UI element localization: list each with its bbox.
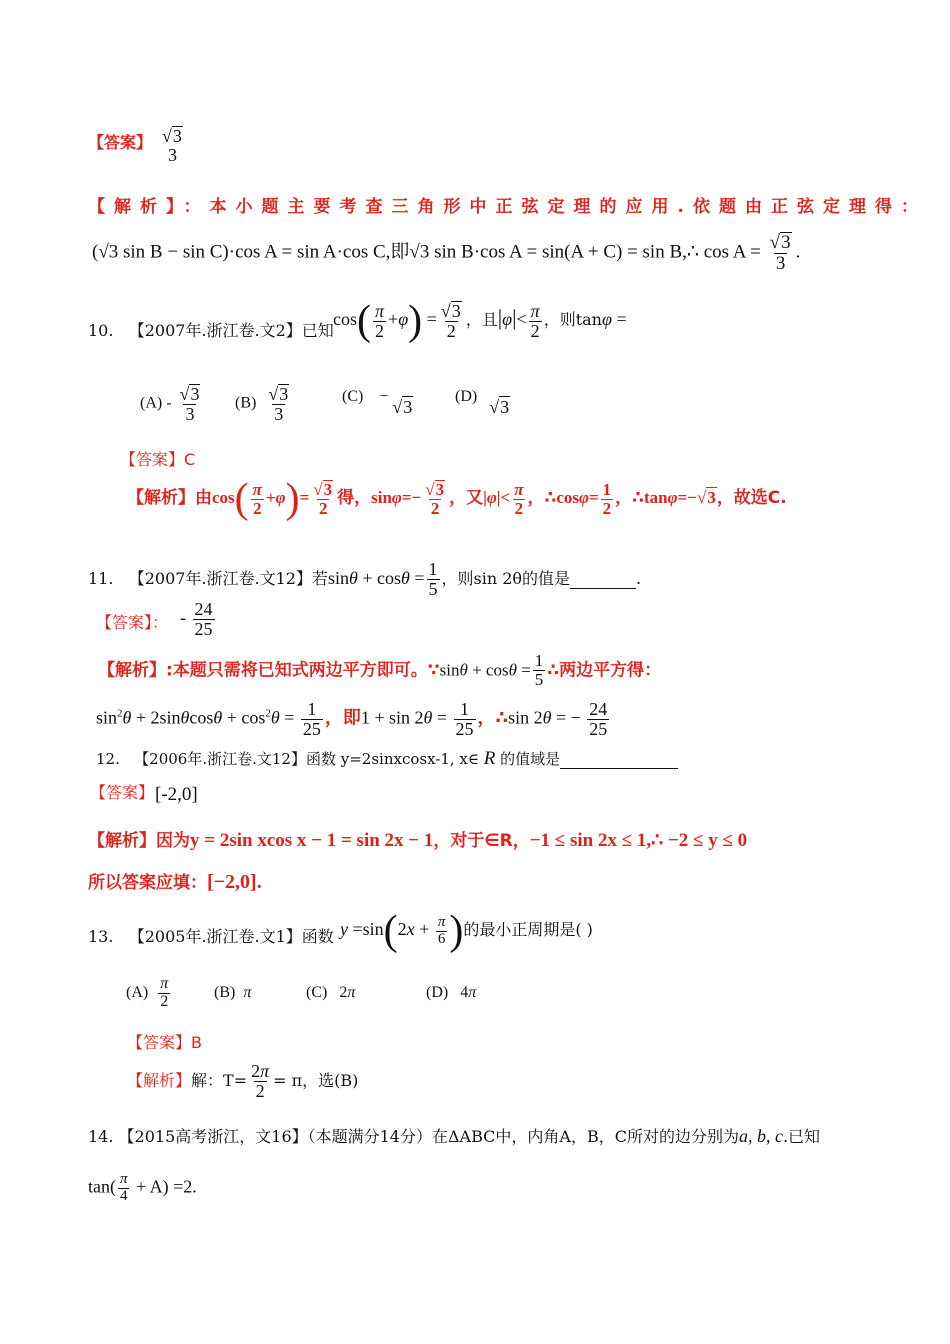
choice-a[interactable]: (A) - $\frac{√3}{3}$ [140,384,200,424]
explanation-q13: 【解析】解：T= $\frac{2\pi}{2}$ = π，选(B) [127,1061,359,1101]
question-10: 10. 【2007年.浙江卷.文2】已知 [88,321,334,340]
answer-q11-value: - $\frac{24}{25}$ [180,599,213,639]
answer-label: 【答案】 [88,133,153,152]
question-12: 12. 【2006年.浙江卷.文12】函数 y=2sinxcosx-1, x∈ R 的值域是 [96,748,678,770]
explanation-q11: 【解析】:本题只需将已知式两边平方即可。∵sinθ + cosθ = $\frac{1}{5}$ ∴两边平方得： [98,651,662,689]
equation-q9: (√3 sin B − sin C)·cos A = sin A·cos C,即√3 sin B·cos A = sin(A + C) = sin B,∴ cos A = $\frac{√3}{3}$ . [92,232,801,274]
answer-q12-label: 【答案】 [90,783,155,802]
question-11: 11. 【2007年.浙江卷.文12】若sinθ + cosθ = $\frac{1}{5}$ ，则sin 2θ的值是 . [88,559,642,599]
choice-13d[interactable]: (D) 4π [426,984,477,1001]
question-13: 13. 【2005年.浙江卷.文1】函数 [88,927,334,946]
explanation-q10: 【解析】由cos( $\frac{\pi}{2}$ +φ)= $\frac{√3}{2}$ 得，sinφ=− $\frac{√3}{2}$ ，又|φ|< $\frac{\pi}{2}$ ，∴cosφ= $\frac{1}{2}$ ，∴tanφ=−√3，故选C. [127,476,787,522]
answer-q13: 【答案】B [127,1033,202,1052]
answer-q12-value: [-2,0] [155,784,198,805]
question-13-formula: y =sin(2x + $\frac{\pi}{6}$ )的最小正周期是( ) [340,908,593,954]
explanation-q9: 【解析】：本小题主要考查三角形中正弦定理的应用.依题由正弦定理得： [88,197,927,217]
choice-c[interactable]: (C) − √3 [342,388,413,417]
choice-b[interactable]: (B) $\frac{√3}{3}$ [235,384,289,424]
choice-13a[interactable]: (A) $\frac{\pi}{2}$ [126,975,169,1010]
fill-answer-q12: 所以答案应填：[−2,0]. [88,871,262,893]
choice-d[interactable]: (D) √3 [455,388,510,417]
question-14-condition: tan( $\frac{\pi}{4}$ + A) =2. [88,1171,197,1204]
question-14: 14. 【2015高考浙江，文16】（本题满分14分）在ΔABC中，内角A，B，C所对的边分别为a, b, c.已知 [88,1126,821,1146]
answer-q11: 【答案】： [96,613,169,632]
explanation-q12: 【解析】因为y = 2sin xcos x − 1 = sin 2x − 1，对于∈R，−1 ≤ sin 2x ≤ 1,∴ −2 ≤ y ≤ 0 [88,830,748,851]
choice-13c[interactable]: (C) 2π [306,984,356,1001]
answer-value: √3 3 [162,126,182,165]
answer-q10: 【答案】C [120,450,196,469]
equation-q11: $\sin^2\theta + 2\sin\theta\cos\theta + \cos^2\theta$ = $\frac{1}{25}$ ，即1 + sin 2θ = $\frac{1}{25}$ ，∴sin 2θ = − $\frac{24}{25}$ [96,699,608,739]
question-10-formula: cos( $\frac{\pi}{2}$ +φ) = $\frac{√3}{2}$ ，且|φ|< $\frac{\pi}{2}$ ，则tanφ = [333,298,627,344]
choice-13b[interactable]: (B) π [214,984,252,1001]
